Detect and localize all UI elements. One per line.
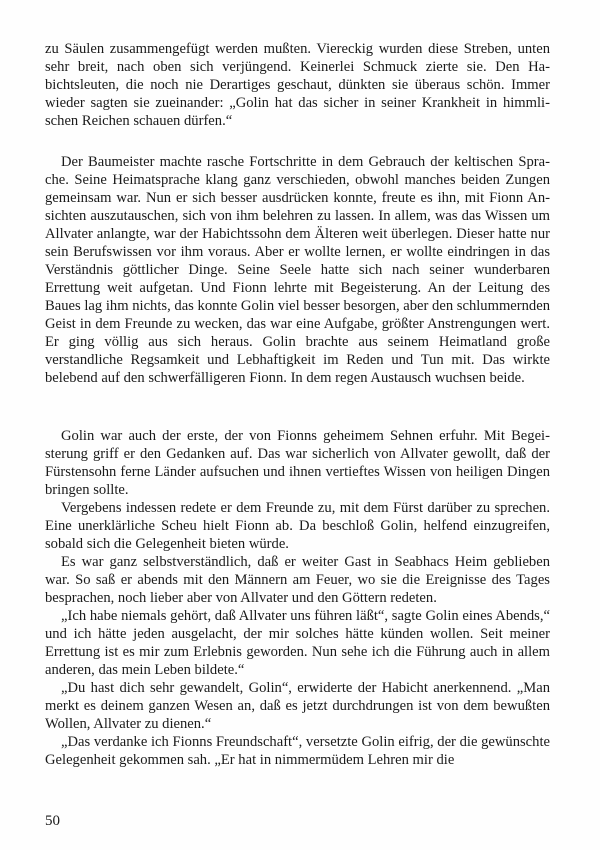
paragraph: „Ich habe niemals gehört, daß Allvater uns führen läßt“, sagte Golin eines Abends,“ und ich hätte jeden ausgelacht, der mir solches hätte künden wollen. Seit meiner Errettung ist es mir zum Erlebnis geworden. Nun sehe ich die Führung auch in allem anderen, das mein Leben bildete.“ (45, 608, 550, 678)
paragraph: „Du hast dich sehr gewandelt, Golin“, erwiderte der Habicht anerkennend. „Man merkt es deinem ganzen Wesen an, daß es jetzt durchdrungen ist von dem bewußten Wollen, Allvater zu dienen.“ (45, 680, 550, 732)
text-section-1 (45, 40, 550, 130)
paragraph: Der Baumeister machte rasche Fortschritte in dem Gebrauch der keltischen Sprache. Seine Heimatsprache klang ganz verschieden, obwohl manches beiden Zungen gemeinsam war. Nun er sich besser ausdrücken konnte, freute es ihn, mit Fionn Ansichten auszutauschen, sich von ihm belehren zu lassen. In allem, was das Wissen um Allvater anlangte, war der Habichtssohn dem Älteren weit überlegen. Dieser hatte nur sein Berufswissen vor ihm voraus. Aber er wollte lernen, er wollte eindringen in das Verständnis göttlicher Dinge. Seine Seele hatte sich nach seiner wunderbaren Errettung weit aufgetan. Und Fionn lehrte mit Begeisterung. An der Leitung des Baues lag ihm nichts, das konnte Golin viel besser besorgen, aber den schlummernden Geist in dem Freunde zu wecken, das war eine Aufgabe, größter Anstrengungen wert. Er ging völlig aus sich heraus. Golin brachte aus seinem Heimatland große verstandliche Regsamkeit und Lebhaftigkeit im Reden und Tun mit. Das wirkte belebend auf den schwerfälligeren Fionn. In dem regen Austausch wuchsen beide. (45, 154, 550, 386)
paragraph: Es war ganz selbstverständlich, daß er weiter Gast in Seabhacs Heim geblieben war. So saß er abends mit den Männern am Feuer, wo sie die Ereignisse des Tages besprachen, noch lieber aber von Allvater und den Göttern redeten. (45, 554, 550, 606)
page-number: 50 (45, 813, 60, 829)
paragraph: Golin war auch der erste, der von Fionns geheimem Sehnen erfuhr. Mit Begeisterung griff er den Gedanken auf. Das war sicherlich von Allvater gewollt, daß der Fürstensohn ferne Länder aufsuchen und ihnen vertieftes Wissen von heiligen Dingen bringen sollte. (45, 428, 550, 498)
paragraph: Vergebens indessen redete er dem Freunde zu, mit dem Fürst darüber zu sprechen. Eine unerklärliche Scheu hielt Fionn ab. Da beschloß Golin, helfend einzugreifen, sobald sich die Gelegenheit bieten würde. (45, 500, 550, 552)
text-section-2 (45, 153, 550, 387)
paragraph: zu Säulen zusammengefügt werden mußten. Viereckig wurden diese Streben, unten sehr breit, nach oben sich verjüngend. Keinerlei Schmuck zierte sie. Den Habichtsleuten, die noch nie Derartiges geschaut, dünkten sie überaus schön. Immer wieder sagten sie zueinander: „Golin hat das sicher in seiner Krankheit in himmlischen Reichen schauen dürfen.“ (45, 41, 550, 129)
paragraph: „Das verdanke ich Fionns Freundschaft“, versetzte Golin eifrig, der die gewünschte Gelegenheit gekommen sah. „Er hat in nimmermüdem Lehren mir die (45, 734, 550, 768)
text-section-3 (45, 427, 550, 769)
